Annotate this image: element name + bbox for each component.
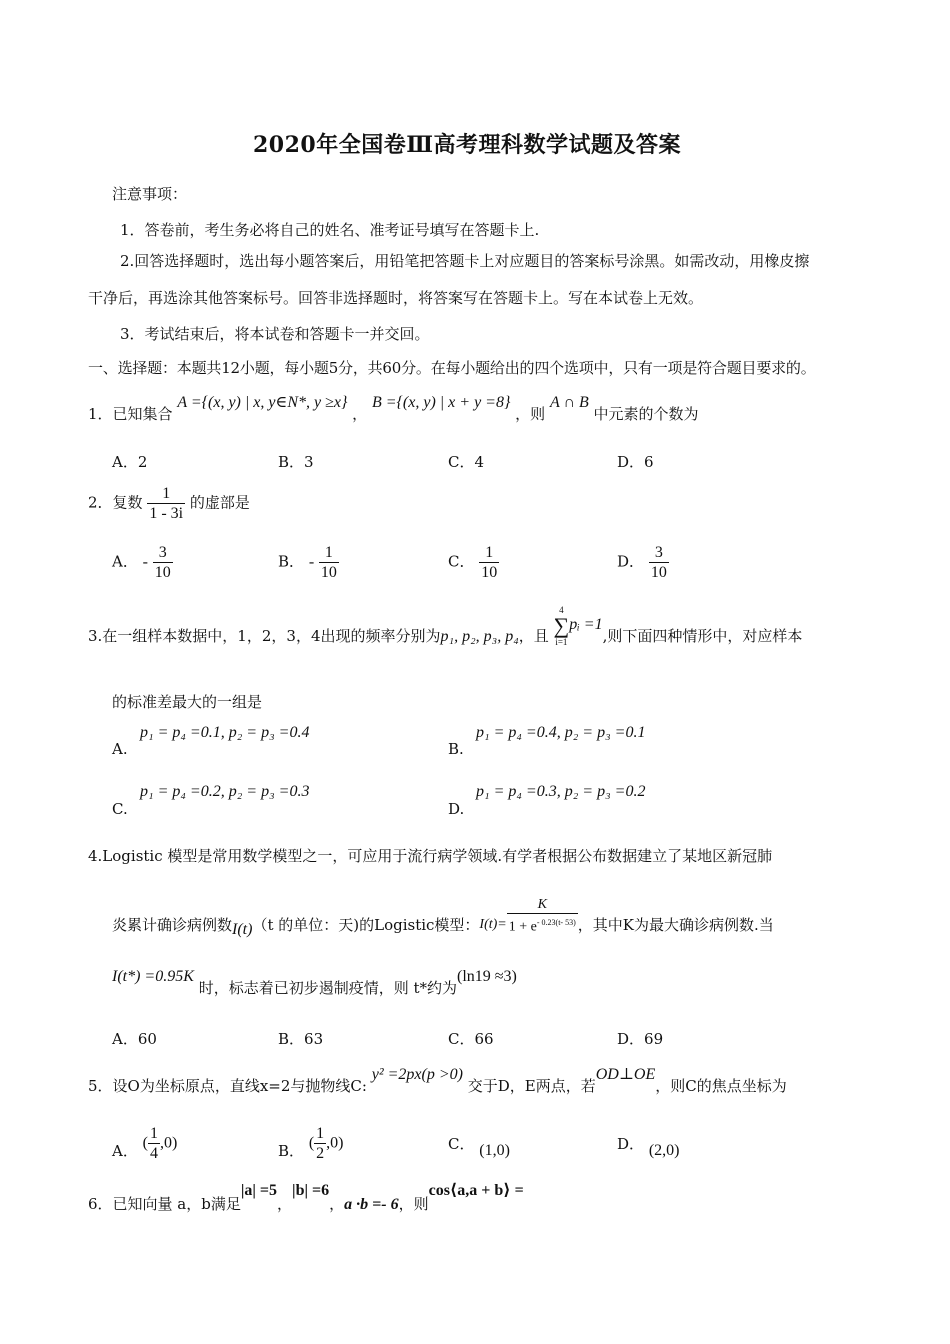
q4-it: I(t) — [232, 920, 253, 938]
q2-option-a-den: 10 — [154, 564, 171, 581]
q2-option-b-fraction — [319, 543, 339, 582]
q4-model-den — [507, 913, 578, 936]
notice-item-2-line-2: 干净后，再选涂其他答案标号。回答非选择题时，将答案写在答题卡上。写在本试卷上无效。 — [88, 289, 704, 307]
q4-hint: (ln19 ≈3) — [457, 968, 517, 985]
question-6 — [88, 1180, 524, 1213]
q2-option-d-label: D． — [617, 552, 645, 571]
q5-option-a-fraction — [148, 1124, 160, 1163]
q6-cond-3: a ·b =- 6 — [344, 1196, 399, 1213]
q1-option-b: B．3 — [278, 453, 314, 471]
q2-option-a-fraction — [153, 543, 173, 582]
q5-option-d — [617, 1134, 680, 1159]
sigma-icon: ∑ — [553, 613, 570, 638]
q3-suffix: ,则下面四种情形中，对应样本 — [602, 627, 803, 645]
q3-option-a-label: A. — [112, 740, 128, 758]
notice-item-1: 1．答卷前，考生务必将自己的姓名、准考证号填写在答题卡上. — [120, 221, 540, 239]
q5-option-c — [448, 1134, 510, 1159]
q3-probs: p₁, p₂, p₃, p₄ — [440, 628, 519, 645]
q1-suffix: 中元素的个数为 — [593, 405, 699, 423]
q2-prefix: 2．复数 — [88, 493, 143, 512]
q3-option-c-expr: p₁ = p₄ =0.2, p₂ = p₃ =0.3 — [140, 783, 310, 800]
q4-option-d: D．69 — [617, 1030, 664, 1048]
q2-option-b — [278, 543, 339, 582]
q6-sep-1: ， — [277, 1195, 293, 1213]
q4-line-2-c: ，其中K为最大确诊病例数.当 — [577, 915, 774, 934]
q5-option-c-label: C． — [448, 1135, 475, 1153]
q1-intersection: A ∩ B — [549, 394, 589, 411]
q3-option-a-expr: p₁ = p₄ =0.1, p₂ = p₃ =0.4 — [140, 724, 310, 741]
q5-option-b-den: 2 — [316, 1145, 325, 1162]
q3-option-b-expr: p₁ = p₄ =0.4, p₂ = p₃ =0.1 — [476, 724, 646, 741]
q2-option-d-fraction — [649, 543, 669, 582]
q5-prefix: 5．设O为坐标原点，直线x=2与抛物线C: — [88, 1077, 367, 1095]
q2-option-c-num: 1 — [485, 544, 494, 561]
notice-heading: 注意事项： — [112, 185, 188, 203]
question-5 — [88, 1064, 787, 1095]
q3-sum-body: pᵢ =1 — [569, 616, 603, 633]
q4-line-2-a: 炎累计确诊病例数 — [112, 915, 233, 934]
q1-comma: ， — [352, 405, 368, 423]
q1-set-b: B ={(x, y) | x + y =8} — [371, 394, 511, 411]
q4-model-fraction — [507, 896, 578, 936]
q6-prefix: 6．已知向量 a，b满足 — [88, 1195, 241, 1213]
q2-option-a — [112, 543, 173, 582]
q5-option-b-open: ( — [308, 1134, 315, 1152]
q2-suffix: 的虚部是 — [189, 493, 250, 512]
q4-model-den-base: 1 + e — [508, 919, 537, 935]
q4-model-lhs: I(t)= — [479, 916, 507, 932]
q2-option-b-den: 10 — [320, 564, 337, 581]
question-1 — [88, 394, 699, 423]
q2-option-a-sign: - — [142, 553, 148, 571]
q4-condition: I(t*) =0.95K — [112, 968, 194, 985]
question-2 — [88, 484, 250, 523]
q5-option-a-close: ,0) — [159, 1134, 178, 1152]
q1-prefix: 1．已知集合 — [88, 405, 173, 423]
q3-option-b-label: B. — [448, 740, 464, 758]
q6-cond-2: |b| =6 — [292, 1182, 330, 1199]
q5-option-c-value: (1,0) — [479, 1142, 510, 1159]
q5-option-b-fraction — [314, 1124, 326, 1163]
q3-option-c-label: C. — [112, 800, 128, 818]
notice-item-2-line-1: 2.回答选择题时，选出每小题答案后，用铅笔把答题卡上对应题目的答案标号涂黑。如需改动，用橡皮擦 — [120, 252, 810, 270]
q2-option-b-num: 1 — [324, 544, 333, 561]
q5-option-d-label: D． — [617, 1135, 645, 1153]
q5-option-d-value: (2,0) — [648, 1142, 680, 1159]
q2-option-c-den: 10 — [481, 564, 498, 581]
q5-option-a-num: 1 — [149, 1125, 158, 1142]
q1-option-c: C．4 — [448, 453, 485, 471]
q4-option-a: A．60 — [112, 1030, 157, 1048]
q5-suffix: ，则C的焦点坐标为 — [655, 1077, 787, 1095]
q5-perp: OD⊥OE — [595, 1066, 656, 1083]
q4-line-1: 4.Logistic 模型是常用数学模型之一，可应用于流行病学领域.有学者根据公布数据建立了某地区新冠肺 — [88, 847, 773, 865]
q6-sep-2: ， — [329, 1195, 345, 1213]
q3-mid: ，且 — [518, 627, 549, 645]
q2-denominator: 1 - 3i — [149, 505, 184, 522]
question-3 — [88, 604, 802, 648]
q5-mid: 交于D，E两点，若 — [467, 1077, 596, 1095]
q5-option-b-close: ,0) — [326, 1134, 344, 1152]
q1-then: ，则 — [515, 405, 546, 423]
q5-option-a-label: A． — [112, 1141, 138, 1160]
q2-option-b-sign: - — [308, 553, 315, 571]
q2-option-d — [617, 543, 669, 582]
q4-option-c: C．66 — [448, 1030, 494, 1048]
q5-option-a-den: 4 — [149, 1145, 158, 1162]
q3-sum-bottom: i=1 — [555, 637, 568, 647]
q2-numerator: 1 — [162, 485, 171, 502]
q3-option-d-label: D. — [448, 800, 465, 818]
q5-option-b-label: B． — [278, 1141, 305, 1160]
q4-line-3-b: 时，标志着已初步遏制疫情，则 t*约为 — [198, 979, 457, 997]
q5-option-a-open: ( — [142, 1134, 148, 1152]
q3-sum — [554, 604, 570, 648]
q4-line-3 — [112, 966, 517, 997]
q2-option-a-num: 3 — [158, 544, 167, 561]
q6-sep-3: ，则 — [398, 1195, 429, 1213]
q2-option-b-label: B． — [278, 552, 305, 571]
q6-cond-1: |a| =5 — [240, 1182, 278, 1199]
q2-option-c-fraction — [479, 543, 499, 582]
notice-item-3: 3．考试结束后，将本试卷和答题卡一并交回。 — [120, 325, 430, 343]
q2-option-a-label: A． — [112, 552, 138, 571]
q4-model-num: K — [537, 897, 547, 912]
q4-option-b: B．63 — [278, 1030, 324, 1048]
q3-line-2: 的标准差最大的一组是 — [112, 693, 263, 711]
q2-option-c — [448, 543, 499, 582]
q6-expression: cos⟨a,a + b⟩ = — [428, 1182, 524, 1199]
q3-sum-top: 4 — [559, 605, 564, 615]
section-heading: 一、选择题：本题共12小题，每小题5分，共60分。在每小题给出的四个选项中，只有一项是符合题目要求的。 — [88, 359, 816, 377]
q2-option-c-label: C． — [448, 552, 475, 571]
q5-option-b — [278, 1124, 343, 1163]
q4-line-2-b: （t 的单位：天)的Logistic模型： — [252, 915, 480, 934]
q2-fraction — [147, 484, 185, 523]
q2-option-d-num: 3 — [654, 544, 663, 561]
q1-set-a: A ={(x, y) | x, y∈N*, y ≥x} — [177, 394, 348, 411]
q4-model-exp: - 0.23(t- 53) — [536, 918, 576, 927]
q5-parabola: y² =2px(p >0) — [371, 1066, 463, 1083]
q3-option-d-expr: p₁ = p₄ =0.3, p₂ = p₃ =0.2 — [476, 783, 646, 800]
q1-option-d: D．6 — [617, 453, 654, 471]
page-title: 2020年全国卷Ⅲ高考理科数学试题及答案 — [253, 132, 682, 158]
q5-option-a — [112, 1124, 177, 1163]
q2-option-d-den: 10 — [650, 564, 667, 581]
q3-prefix: 3.在一组样本数据中，1，2，3，4出现的频率分别为 — [88, 627, 441, 645]
q1-option-a: A．2 — [112, 453, 148, 471]
q5-option-b-num: 1 — [316, 1125, 325, 1142]
q4-line-2 — [112, 890, 774, 938]
